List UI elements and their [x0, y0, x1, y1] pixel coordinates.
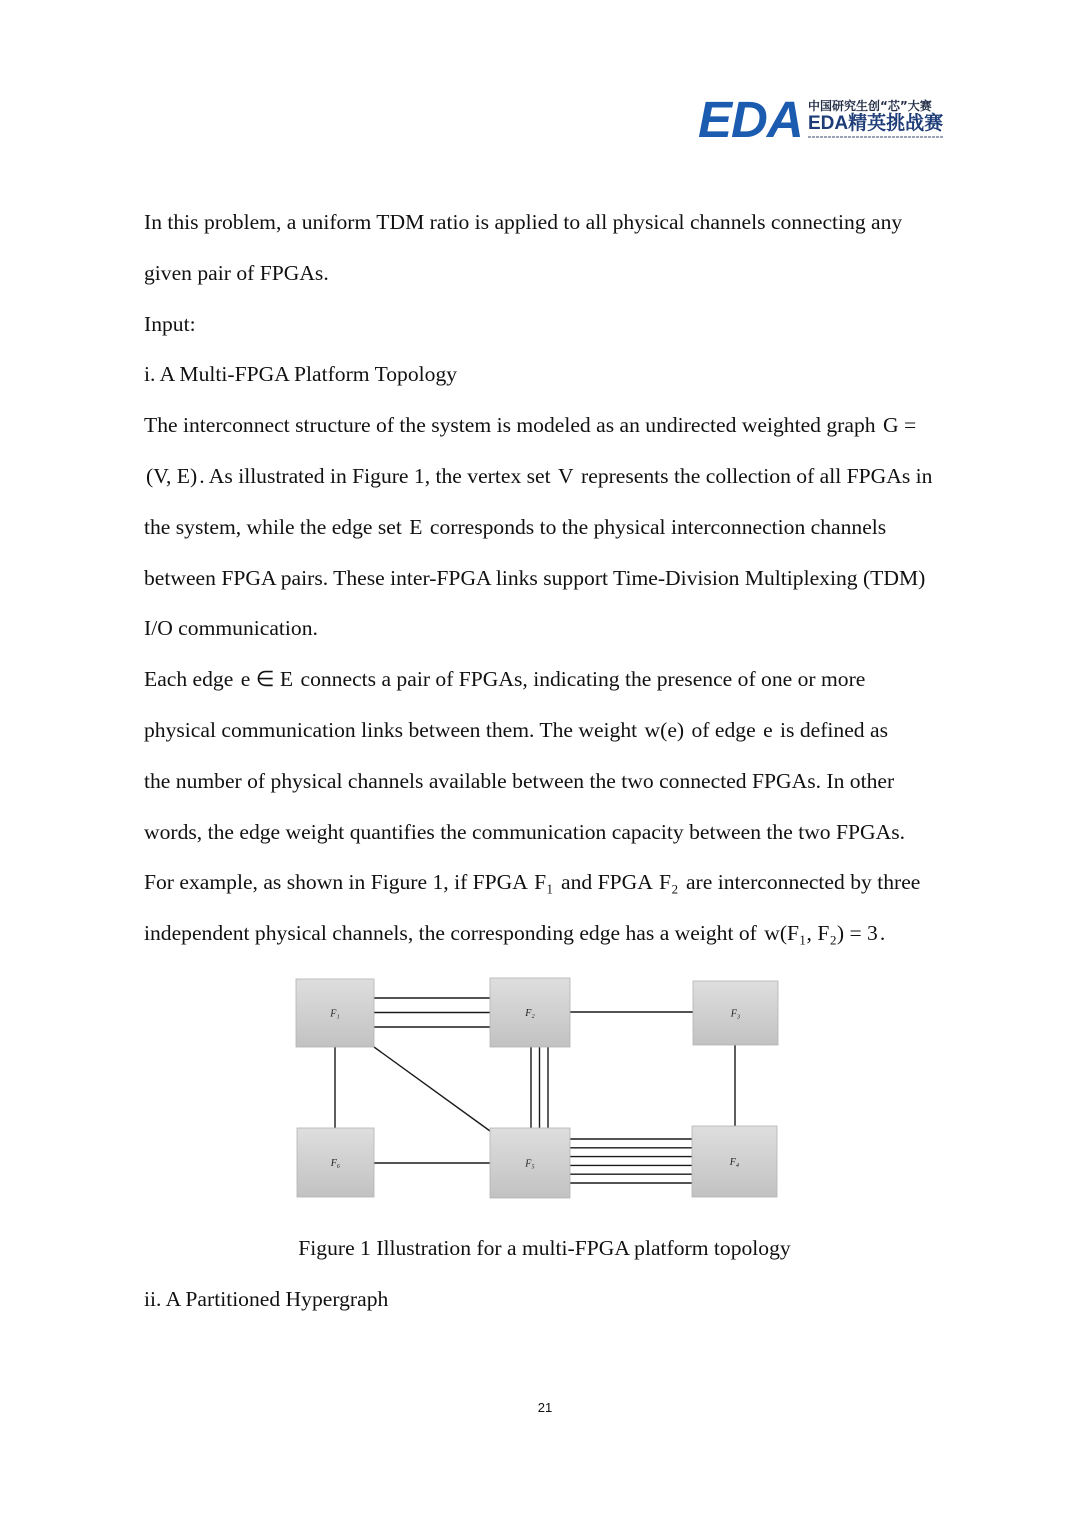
- math-expression: E: [409, 514, 423, 539]
- fpga-link: [531, 1047, 548, 1128]
- math-expression: F₁: [534, 870, 554, 895]
- text-run: the number of physical channels available between the two connected FPGAs. In other: [144, 768, 895, 793]
- text-line: [144, 451, 1044, 502]
- text-run: is defined as: [774, 717, 888, 742]
- text-run: independent physical channels, the corresponding edge has a weight of: [144, 921, 763, 946]
- math-expression: V: [558, 463, 574, 488]
- logo-fine-print: [808, 136, 943, 138]
- fpga-link: [570, 1139, 692, 1183]
- fpga-node: [296, 979, 374, 1047]
- text-run: are interconnected by three: [680, 870, 921, 895]
- text-run: Input:: [144, 311, 196, 336]
- text-run: and FPGA: [555, 870, 658, 895]
- text-run: given pair of FPGAs.: [144, 260, 329, 285]
- logo-challenge-title: EDA精英挑战赛: [808, 113, 944, 134]
- fpga-node-label: F₄: [729, 1157, 740, 1168]
- fpga-node: [692, 1126, 777, 1197]
- fpga-node: [490, 978, 570, 1047]
- text-line: [144, 654, 1044, 705]
- text-line: [144, 197, 1044, 248]
- text-run: of edge: [686, 717, 762, 742]
- text-line: [144, 400, 1044, 451]
- math-expression: w(e): [644, 717, 685, 742]
- text-line: [144, 705, 1044, 756]
- text-line: [144, 756, 1044, 807]
- topology-figure: [290, 970, 785, 1205]
- fpga-node: [490, 1128, 570, 1198]
- figure-caption: Figure 1 Illustration for a multi-FPGA platform topology: [298, 1235, 791, 1260]
- text-run: The interconnect structure of the system is modeled as an undirected weighted graph: [144, 413, 881, 438]
- text-run: .: [879, 921, 886, 946]
- math-expression: F₂: [659, 870, 679, 895]
- text-run: For example, as shown in Figure 1, if FPGA: [144, 870, 533, 895]
- math-expression: e ∈ E: [240, 667, 294, 692]
- fpga-node-label: F₁: [330, 1008, 340, 1020]
- text-run: corresponds to the physical interconnection channels: [424, 514, 887, 539]
- math-expression: w(F₁, F₂) = 3: [764, 921, 878, 946]
- fpga-node-label: F₆: [330, 1158, 341, 1169]
- text-run: . As illustrated in Figure 1, the vertex set: [199, 463, 557, 488]
- text-run: I/O communication.: [144, 616, 318, 641]
- text-line: [144, 502, 1044, 553]
- text-run: between FPGA pairs. These inter-FPGA links support Time-Division Multiplexing (TDM): [144, 565, 926, 590]
- fpga-node: [693, 981, 778, 1045]
- text-line: [144, 299, 1044, 350]
- logo-competition-title: 中国研究生创“芯”大赛: [808, 99, 932, 113]
- text-run: Each edge: [144, 667, 239, 692]
- text-run: i. A Multi-FPGA Platform Topology: [144, 362, 458, 387]
- section-heading: ii. A Partitioned Hypergraph: [144, 1286, 389, 1311]
- channel-line: [374, 1047, 490, 1131]
- fpga-node-label: F₃: [730, 1008, 741, 1020]
- text-run: represents the collection of all FPGAs in: [575, 463, 933, 488]
- math-expression: G =: [882, 413, 917, 438]
- text-run: physical communication links between them. The weight: [144, 717, 643, 742]
- text-run: the system, while the edge set: [144, 514, 408, 539]
- text-line: [144, 603, 1044, 654]
- body-text: [144, 197, 1044, 959]
- text-run: In this problem, a uniform TDM ratio is applied to all physical channels connecting any: [144, 210, 903, 234]
- fpga-link: [374, 1047, 490, 1131]
- text-line: [144, 349, 1044, 400]
- math-expression: (V, E): [146, 463, 198, 488]
- fpga-node: [297, 1128, 374, 1197]
- eda-logo-mark: EDA: [698, 91, 803, 148]
- text-line: [144, 248, 1044, 299]
- fpga-node-label: F₂: [525, 1008, 535, 1019]
- text-run: words, the edge weight quantifies the communication capacity between the two FPGAs.: [144, 819, 905, 844]
- text-run: connects a pair of FPGAs, indicating the presence of one or more: [295, 667, 866, 692]
- text-line: [144, 553, 1044, 604]
- text-line: [144, 807, 1044, 858]
- page-number: 21: [537, 1400, 553, 1415]
- text-line: [144, 857, 1044, 908]
- fpga-link: [374, 998, 490, 1027]
- math-expression: e: [763, 717, 773, 742]
- text-line: [144, 908, 1044, 959]
- fpga-node-label: F₅: [525, 1158, 535, 1170]
